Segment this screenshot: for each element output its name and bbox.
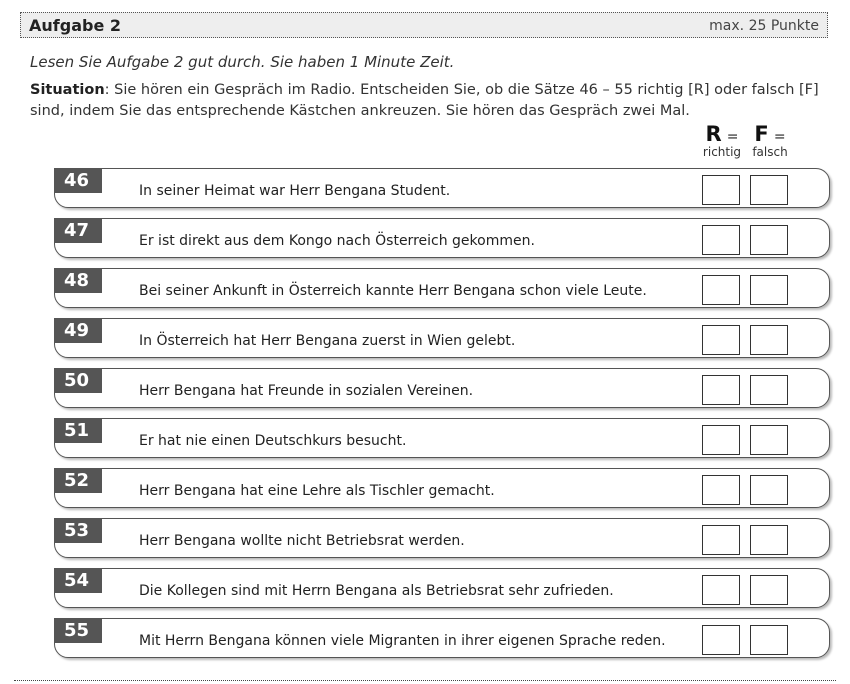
question-statement: Die Kollegen sind mit Herrn Bengana als Betriebsrat sehr zufrieden.	[139, 583, 614, 599]
situation-body: : Sie hören ein Gespräch im Radio. Entscheiden Sie, ob die Sätze 46 – 55 richtig [R] oder falsch [F] sind, indem Sie das entsprechende Kästchen ankreuzen. Sie hören das Gespräch zwei Mal.	[30, 82, 819, 119]
question-row	[54, 318, 830, 358]
question-statement: Mit Herrn Bengana können viele Migranten in ihrer eigenen Sprache reden.	[139, 633, 666, 649]
checkbox-falsch[interactable]	[750, 575, 788, 605]
checkbox-richtig[interactable]	[702, 225, 740, 255]
situation-text	[30, 80, 830, 122]
question-number: 53	[54, 518, 102, 543]
checkbox-falsch[interactable]	[750, 375, 788, 405]
checkbox-richtig[interactable]	[702, 375, 740, 405]
question-statement: In Österreich hat Herr Bengana zuerst in Wien gelebt.	[139, 333, 516, 349]
checkbox-falsch[interactable]	[750, 275, 788, 305]
question-row	[54, 418, 830, 458]
question-statement: In seiner Heimat war Herr Bengana Student.	[139, 183, 451, 199]
question-number: 55	[54, 618, 102, 643]
question-statement: Bei seiner Ankunft in Österreich kannte Herr Bengana schon viele Leute.	[139, 283, 647, 299]
question-row	[54, 268, 830, 308]
question-number: 54	[54, 568, 102, 593]
question-number: 52	[54, 468, 102, 493]
task-title: Aufgabe 2	[29, 16, 121, 35]
question-statement: Herr Bengana wollte nicht Betriebsrat werden.	[139, 533, 465, 549]
question-number: 51	[54, 418, 102, 443]
legend-r-equals: =	[726, 129, 739, 145]
task-header	[20, 12, 828, 38]
question-statement: Herr Bengana hat Freunde in sozialen Vereinen.	[139, 383, 474, 399]
max-points: max. 25 Punkte	[709, 18, 819, 34]
checkbox-richtig[interactable]	[702, 275, 740, 305]
question-row	[54, 468, 830, 508]
checkbox-falsch[interactable]	[750, 325, 788, 355]
question-number: 47	[54, 218, 102, 243]
legend-f-letter: F	[754, 122, 769, 146]
legend-r-letter: R	[705, 122, 722, 146]
checkbox-falsch[interactable]	[750, 175, 788, 205]
legend-richtig	[700, 122, 744, 159]
checkbox-richtig[interactable]	[702, 425, 740, 455]
question-row	[54, 568, 830, 608]
question-number: 48	[54, 268, 102, 293]
question-number: 49	[54, 318, 102, 343]
checkbox-falsch[interactable]	[750, 425, 788, 455]
checkbox-falsch[interactable]	[750, 625, 788, 655]
legend-r-word: richtig	[702, 145, 742, 159]
checkbox-falsch[interactable]	[750, 525, 788, 555]
checkbox-richtig[interactable]	[702, 575, 740, 605]
legend-f-word: falsch	[752, 145, 788, 159]
instruction-text: Lesen Sie Aufgabe 2 gut durch. Sie haben 1 Minute Zeit.	[30, 53, 455, 71]
question-statement: Herr Bengana hat eine Lehre als Tischler gemacht.	[139, 483, 495, 499]
bottom-divider	[14, 680, 836, 681]
question-statement: Er hat nie einen Deutschkurs besucht.	[139, 433, 407, 449]
checkbox-richtig[interactable]	[702, 625, 740, 655]
question-row	[54, 518, 830, 558]
question-number: 46	[54, 168, 102, 193]
checkbox-richtig[interactable]	[702, 525, 740, 555]
question-row	[54, 368, 830, 408]
question-row	[54, 618, 830, 658]
checkbox-richtig[interactable]	[702, 475, 740, 505]
checkbox-falsch[interactable]	[750, 225, 788, 255]
checkbox-richtig[interactable]	[702, 175, 740, 205]
legend-f-equals: =	[773, 129, 786, 145]
question-statement: Er ist direkt aus dem Kongo nach Österreich gekommen.	[139, 233, 535, 249]
question-number: 50	[54, 368, 102, 393]
checkbox-falsch[interactable]	[750, 475, 788, 505]
checkbox-richtig[interactable]	[702, 325, 740, 355]
question-row	[54, 168, 830, 208]
legend-falsch	[748, 122, 792, 159]
situation-label: Situation	[30, 82, 105, 98]
question-row	[54, 218, 830, 258]
